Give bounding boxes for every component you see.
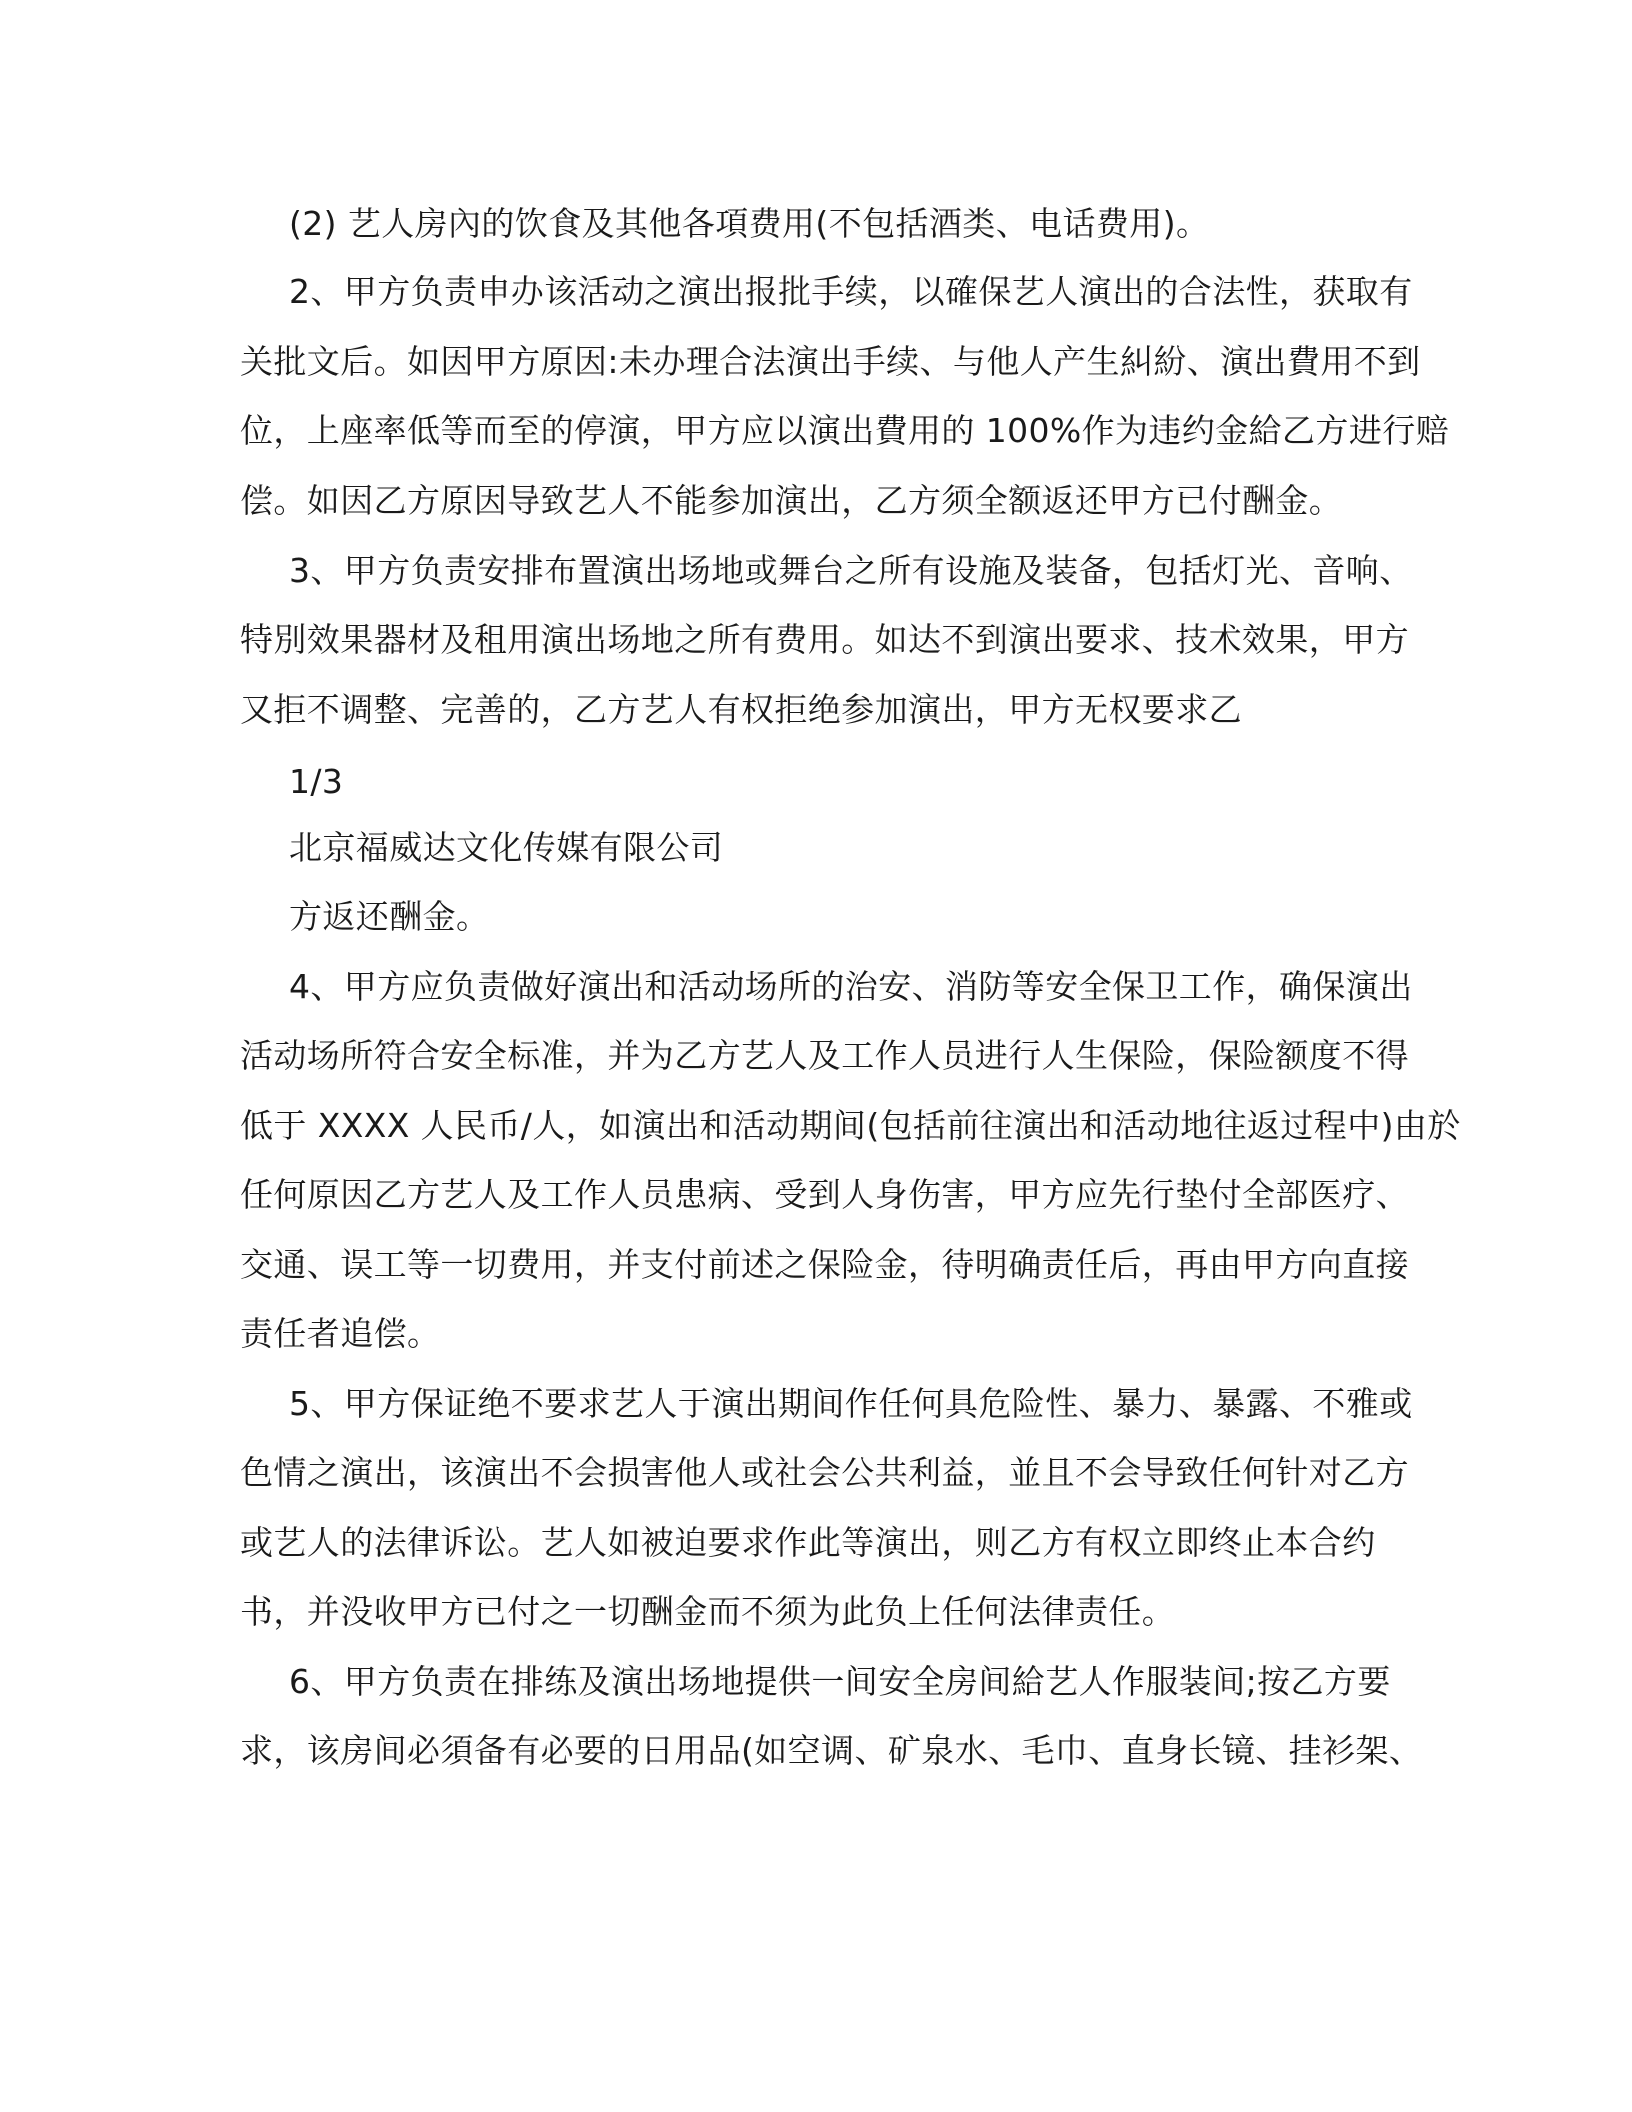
clause-2-line-4: 偿。如因乙方原因导致艺人不能参加演出，乙方须全额返还甲方已付酬金。	[240, 481, 1343, 520]
company-name: 北京福威达文化传媒有限公司	[289, 828, 724, 867]
clause-4-line-2: 活动场所符合安全标准，并为乙方艺人及工作人员进行人生保险，保险额度不得	[240, 1036, 1409, 1075]
clause-6-line-1: 6、甲方负责在排练及演出场地提供一间安全房间給艺人作服装间;按乙方要	[289, 1662, 1391, 1701]
clause-3-line-2: 特別效果器材及租用演出场地之所有费用。如达不到演出要求、技术效果，甲方	[240, 620, 1409, 659]
clause-5-line-3: 或艺人的法律诉讼。艺人如被迫要求作此等演出，则乙方有权立即终止本合约	[240, 1523, 1376, 1562]
clause-4-line-1: 4、甲方应负责做好演出和活动场所的治安、消防等安全保卫工作，确保演出	[289, 967, 1413, 1006]
clause-2-line-3: 位，上座率低等而至的停演，甲方应以演出費用的 100%作为违约金給乙方进行赔	[240, 411, 1450, 450]
clause-4-line-5: 交通、误工等一切费用，并支付前述之保险金，待明确责任后，再由甲方向直接	[240, 1245, 1409, 1284]
clause-4-line-3: 低于 XXXX 人民币/人，如演出和活动期间(包括前往演出和活动地往返过程中)由於	[240, 1106, 1461, 1145]
clause-5-line-4: 书，并没收甲方已付之一切酬金而不须为此负上任何法律责任。	[240, 1592, 1176, 1631]
clause-3-line-4: 方返还酬金。	[289, 897, 490, 936]
clause-5-line-2: 色情之演出，该演出不会损害他人或社会公共利益，並且不会导致任何针对乙方	[240, 1453, 1409, 1492]
page-number: 1/3	[289, 762, 344, 801]
clause-6-line-2: 求，该房间必須备有必要的日用品(如空调、矿泉水、毛巾、直身长镜、挂衫架、	[240, 1731, 1423, 1770]
clause-1-item-2-line: (2) 艺人房內的饮食及其他各項费用(不包括酒类、电话费用)。	[289, 204, 1210, 243]
clause-2-line-2: 关批文后。如因甲方原因:未办理合法演出手续、与他人产生糾紛、演出費用不到	[240, 342, 1421, 381]
clause-2-line-1: 2、甲方负责申办该活动之演出报批手续，以確保艺人演出的合法性，获取有	[289, 272, 1413, 311]
clause-3-line-1: 3、甲方负责安排布置演出场地或舞台之所有设施及装备，包括灯光、音响、	[289, 551, 1413, 590]
clause-3-line-3: 又拒不调整、完善的，乙方艺人有权拒绝参加演出，甲方无权要求乙	[240, 690, 1242, 729]
clause-4-line-6: 责任者追偿。	[240, 1314, 441, 1353]
clause-5-line-1: 5、甲方保证绝不要求艺人于演出期间作任何具危险性、暴力、暴露、不雅或	[289, 1384, 1413, 1423]
clause-4-line-4: 任何原因乙方艺人及工作人员患病、受到人身伤害，甲方应先行垫付全部医疗、	[240, 1175, 1409, 1214]
